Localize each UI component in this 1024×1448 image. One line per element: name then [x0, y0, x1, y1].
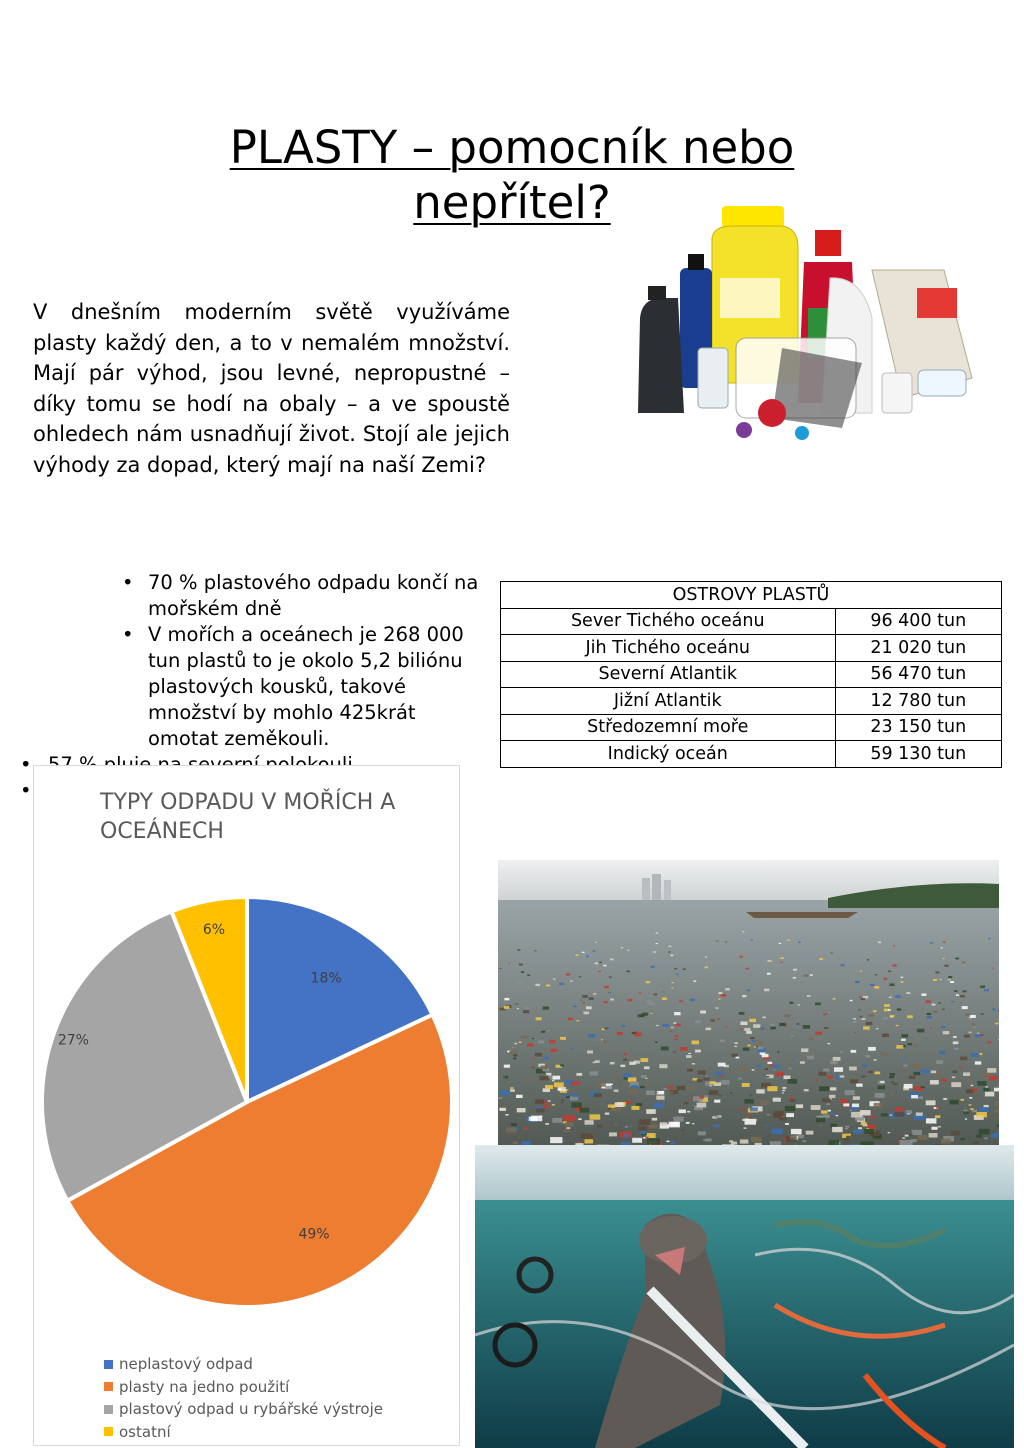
facts-list	[120, 570, 490, 752]
amount-cell: 59 130 tun	[835, 741, 1001, 768]
region-cell: Severní Atlantik	[501, 661, 836, 688]
chart-title: TYPY ODPADU V MOŘÍCH A OCEÁNECH	[100, 790, 396, 844]
chart-legend	[104, 1353, 383, 1443]
legend-label: plastový odpad u rybářské výstroje	[119, 1400, 384, 1418]
title-line-1: PLASTY – pomocník nebo	[229, 121, 795, 174]
legend-label: plasty na jedno použití	[119, 1377, 290, 1396]
legend-swatch	[104, 1427, 113, 1436]
pie-data-label: 49%	[298, 1226, 330, 1243]
region-cell: Jih Tichého oceánu	[501, 635, 836, 662]
amount-cell: 21 020 tun	[835, 635, 1001, 662]
amount-cell: 96 400 tun	[835, 608, 1001, 635]
table-row	[501, 635, 1002, 662]
amount-cell: 56 470 tun	[835, 661, 1001, 688]
legend-label: ostatní	[119, 1422, 171, 1441]
pie-chart	[34, 891, 459, 1311]
table-row	[501, 714, 1002, 741]
legend-item	[104, 1353, 383, 1376]
region-cell: Středozemní moře	[501, 714, 836, 741]
table-header: OSTROVY PLASTŮ	[501, 582, 1002, 609]
region-cell: Jižní Atlantik	[501, 688, 836, 715]
ocean-pollution-photo	[498, 860, 999, 1157]
amount-cell: 23 150 tun	[835, 714, 1001, 741]
legend-item	[104, 1421, 383, 1444]
legend-label: neplastový odpad	[119, 1355, 253, 1373]
table-row	[501, 661, 1002, 688]
pie-data-label: 27%	[57, 1032, 89, 1049]
fact-item: • 70 % plastového odpadu končí na mořském dně	[120, 570, 490, 622]
plastic-products-image	[632, 198, 980, 448]
legend-item	[104, 1376, 383, 1399]
legend-swatch	[104, 1360, 113, 1369]
fact-item: • V mořích a oceánech je 268 000 tun plastů to je okolo 5,2 biliónu plastových kousků, takové množství by mohlo 425krát omotat zeměkouli.	[120, 622, 490, 752]
legend-swatch	[104, 1382, 113, 1391]
plastic-islands-table	[500, 581, 1002, 768]
table-row	[501, 688, 1002, 715]
amount-cell: 12 780 tun	[835, 688, 1001, 715]
legend-item	[104, 1398, 383, 1421]
seal-in-net-photo	[475, 1145, 1014, 1448]
legend-swatch	[104, 1405, 113, 1414]
title-line-2: nepřítel?	[413, 176, 611, 229]
waste-types-chart	[33, 765, 460, 1446]
table-row	[501, 741, 1002, 768]
region-cell: Indický oceán	[501, 741, 836, 768]
region-cell: Sever Tichého oceánu	[501, 608, 836, 635]
pie-data-label: 18%	[310, 970, 342, 987]
intro-paragraph: V dnešním moderním světě využíváme plasty každý den, a to v nemalém množství. Mají pár výhod, jsou levné, nepropustné – díky tomu se hodí na obaly – a ve spoustě ohledech nám usnadňují život. Stojí ale jejich výhody za dopad, který mají na naší Zemi?	[33, 300, 510, 477]
pie-data-label: 6%	[202, 921, 226, 938]
table-row	[501, 608, 1002, 635]
